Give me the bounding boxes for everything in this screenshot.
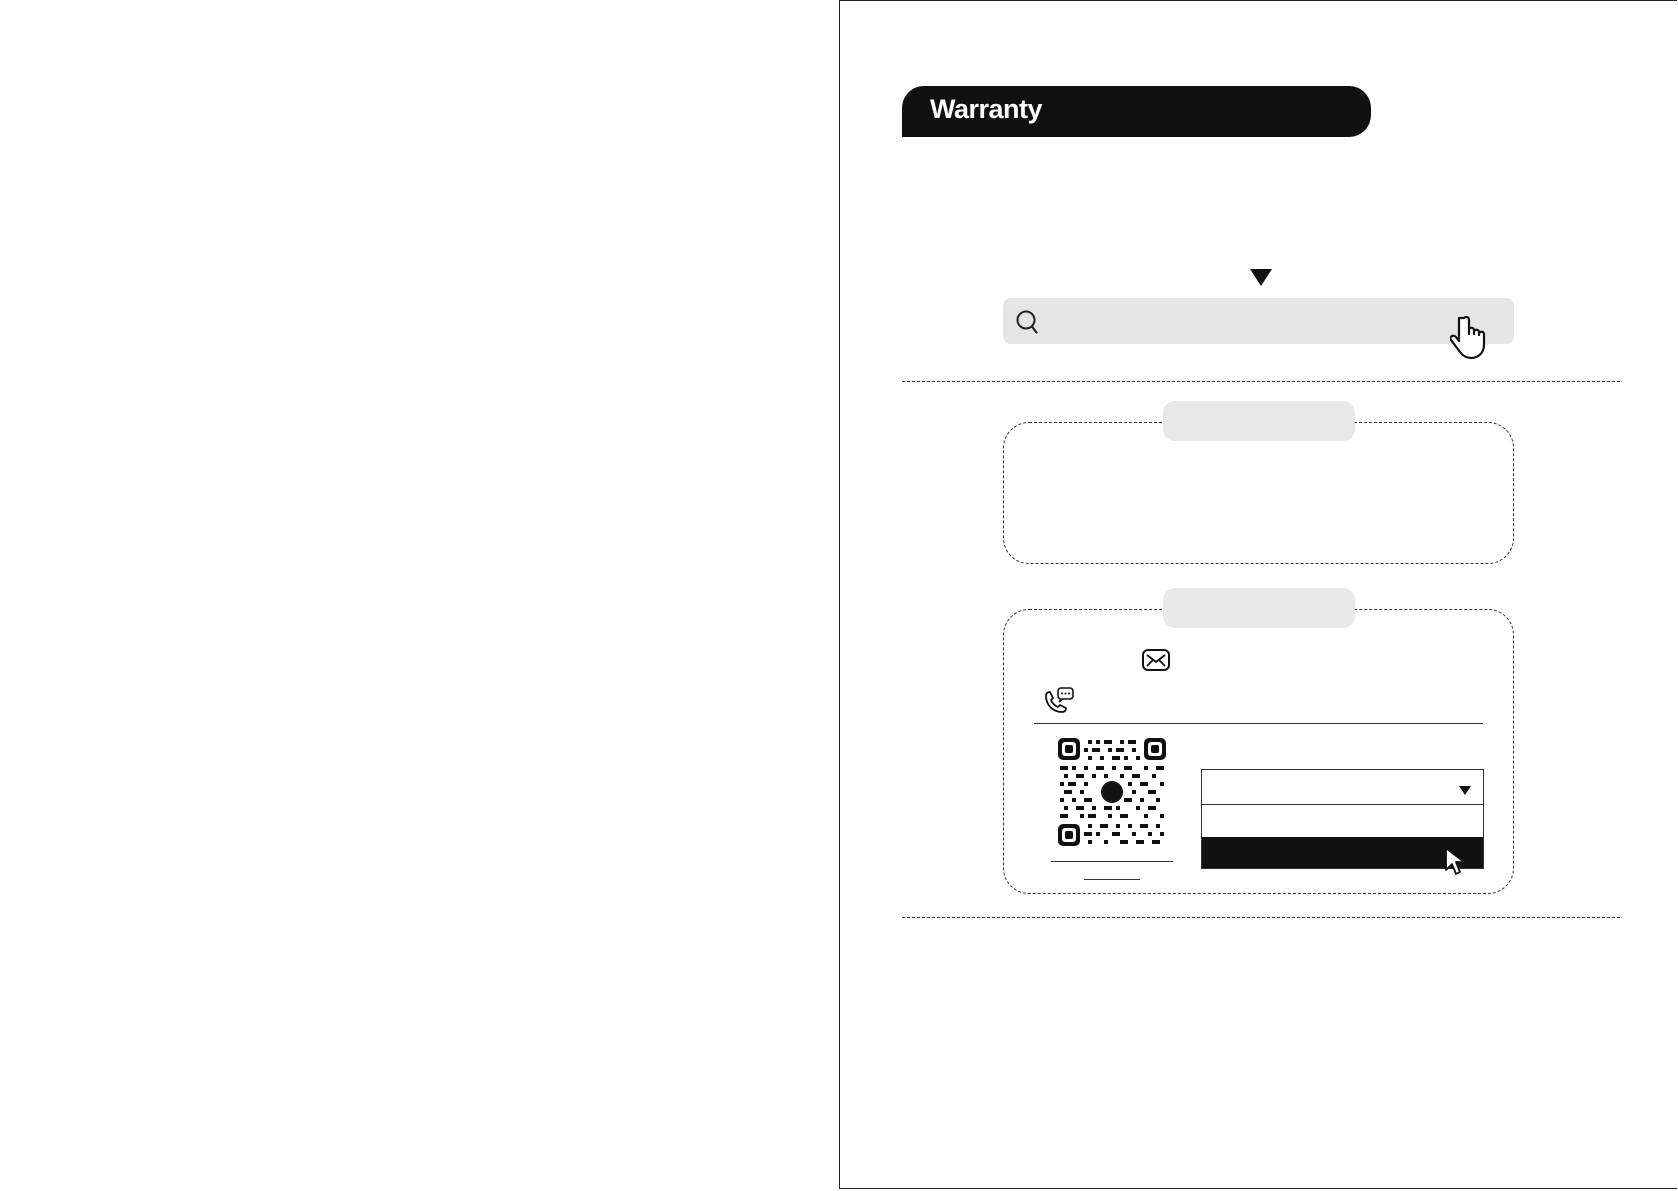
contact-panel-tab — [1163, 588, 1355, 628]
qr-caption-line — [1051, 861, 1173, 862]
title-bar — [902, 86, 1371, 137]
section-divider-bottom — [902, 917, 1620, 918]
dropdown-selected[interactable] — [1202, 770, 1483, 805]
section-divider-top — [902, 381, 1620, 382]
dropdown-option[interactable] — [1202, 805, 1483, 837]
dropdown-option-highlighted[interactable] — [1202, 837, 1483, 868]
hand-pointer-icon — [1450, 314, 1492, 362]
mail-icon — [1142, 649, 1170, 671]
page-title: Warranty — [930, 94, 1043, 124]
warranty-page — [839, 0, 1677, 1189]
arrow-pointer-icon — [1444, 846, 1466, 876]
info-panel-1 — [1003, 422, 1514, 564]
info-panel-1-tab — [1163, 401, 1355, 441]
search-bar[interactable] — [1003, 298, 1514, 344]
search-icon — [1015, 309, 1041, 335]
qr-caption-line-short — [1084, 879, 1140, 880]
down-arrow-icon — [1250, 269, 1272, 286]
qr-code-icon[interactable] — [1058, 738, 1166, 846]
contact-divider — [1034, 723, 1483, 724]
region-dropdown[interactable] — [1201, 769, 1484, 869]
phone-chat-icon — [1043, 687, 1075, 717]
chevron-down-icon — [1459, 786, 1471, 795]
